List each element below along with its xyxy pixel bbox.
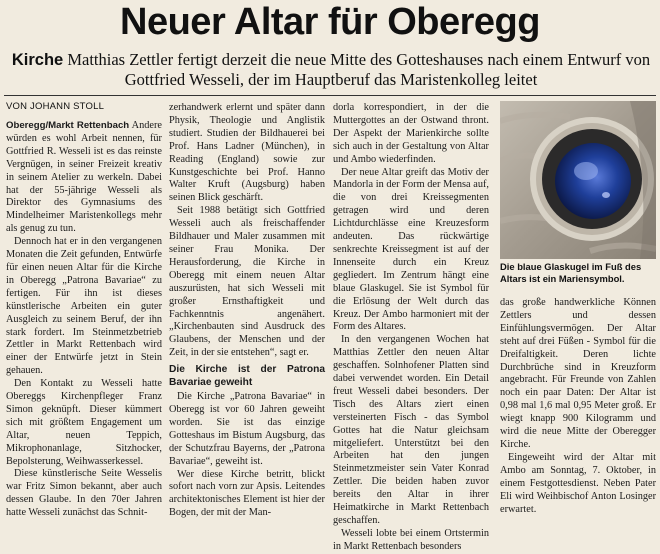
dateline: Oberegg/Markt Rettenbach <box>6 120 130 131</box>
paragraph: Seit 1988 betätigt sich Gottfried Wesseli auch als freischaffender Bildhauer und Maler zusammen mit seiner Frau Monika. Der Herausforderung, die Kirche in Oberegg mit einem neuen Altar auszurüsten, hat sich Wesseli mit großer Ernsthaftigkeit und Fachkenntnis angenähert. „Kirchenbauten sind Ausdruck des Glaubens, der Menschen und der Zeit, in der sie entstehen“, sagt er. <box>169 205 325 359</box>
byline: VON JOHANN STOLL <box>6 101 105 112</box>
subhead-text: Matthias Zettler fertigt derzeit die neue Mitte des Gotteshauses nach einem Entwurf von Gottfried Wesseli, der im Hauptberuf das Maristenkolleg leitet <box>67 50 651 89</box>
paragraph: Diese künstlerische Seite Wesselis war Fritz Simon bekannt, aber auch dessen Glaube. In den 70er Jahren hatte Wesseli zunächst das Schnit- <box>6 468 162 519</box>
paragraph <box>6 120 162 236</box>
divider <box>4 95 656 96</box>
photo-caption: Die blaue Glaskugel im Fuß des Altars ist ein Mariensymbol. <box>500 261 642 284</box>
article-column-4 <box>500 297 656 516</box>
altar-glass-sphere-image <box>500 101 656 259</box>
paragraph: Dennoch hat er in den vergangenen Monaten die Zeit gefunden, Entwürfe für einen neuen Altar für die Kirche in Oberegg „Patrona Bavariae“ zu fertigen. Für ihn ist dieses künstlerische Arbeiten ein guter Ausgleich zu seinem Beruf, der ihn stark fordert. Im Steinmetzbetrieb Zettler in Markt Rettenbach wird einer der Entwürfe jetzt in Stein gehauen. <box>6 236 162 377</box>
paragraph: Der neue Altar greift das Motiv der Mandorla in der Form der Mensa auf, die von drei Kreissegmenten getragen wird und deren Lichtdurchlässe eine Kreuzesform andeuten. Das rückwärtige senkrechte Kreissegment ist auf der Innenseite durch ein Kreuz gegliedert. Im Zentrum hängt eine blaue Glaskugel. Sie ist Symbol für die Erlösung der Welt durch das Kreuz. Der Ambo harmoniert mit der Form des Altares. <box>333 166 489 333</box>
paragraph: zerhandwerk erlernt und später dann Physik, Theologie und Anglistik studiert. Studien der Bildhauerei bei Prof. Hans Ladner (München), in Reading (England) sowie zur Kunstgeschichte bei Prof. Hanno Walter Kruft (Augsburg) haben seinen Blick geschärft. <box>169 102 325 204</box>
headline: Neuer Altar für Oberegg <box>120 1 540 43</box>
paragraph: das große handwerkliche Können Zettlers und dessen Einfühlungsvermögen. Der Altar steht auf drei Füßen - Symbol für die Dreifaltigkeit. Deren lichte Durchbrüche sind in Kreuzform angebracht. Für Freunde von Zahlen noch ein paar Daten: Der Altar ist 0,98 mal 1,6 mal 0,95 Meter groß. Er wiegt knapp 900 Kilogramm und wird die neue Mitte der Oberegger Kirche. <box>500 297 656 450</box>
article-column-1 <box>6 120 162 520</box>
article-column-3 <box>333 102 489 554</box>
paragraph: Eingeweiht wird der Altar mit Ambo am Sonntag, 7. Oktober, in einem Festgottesdienst. Neben Pater Eli wird Weihbischof Anton Losinger erwartet. <box>500 451 656 515</box>
paragraph-text: Andere würden es wohl Arbeit nennen, für Gottfried R. Wesseli ist es das reinste Vergnügen, in seiner Freizeit kreativ in seinem Atelier zu werkeln. Dabei hat der 55-jährige Wesseli als Direktor des Gymnasiums des Mindelheimer Maristenkollegs mehr als genug zu tun. <box>6 120 162 235</box>
kicker: Kirche <box>11 51 64 69</box>
section-subheading: Die Kirche ist der Patrona Bavariae geweiht <box>169 364 325 388</box>
paragraph: dorla korrespondiert, in der die Muttergottes an der Ostwand thront. Der Aspekt der Marienkirche sollte sich auch in der Gestaltung von Altar und Ambo wiederfinden. <box>333 102 489 165</box>
subheadline <box>6 50 656 89</box>
paragraph: Den Kontakt zu Wesseli hatte Obereggs Kirchenpfleger Franz Simon geknüpft. Dieser kümmert sich mit größtem Engagement um Altar, neuen Teppich, Mikrophonanlage, Sitzhocker, Bepolsterung, Weihwasserkessel. <box>6 378 162 467</box>
altar-photo <box>500 101 656 259</box>
article-column-2 <box>169 102 325 520</box>
paragraph: In den vergangenen Wochen hat Matthias Zettler den neuen Altar geschaffen. Solnhofener Platten sind dabei verwendet worden. Ein Detail freut Wesseli dabei besonders. Der Tisch des Altars ziert einen versteinerten Fisch - das Symbol Gottes hat die Natur gleichsam mitgeliefert. Unterstützt bei den Arbeiten hat den jungen Steinmetzmeister sein Vater Konrad Zettler. Die beiden haben zuvor bereits den Altar in ihrer Heimatkirche in Markt Rettenbach geschaffen. <box>333 334 489 526</box>
paragraph: Wer diese Kirche betritt, blickt sofort nach vorn zur Apsis. Leitendes architektonisches Element ist hier der Bogen, der mit der Man- <box>169 468 325 519</box>
paragraph: Wesseli lobte bei einem Ortstermin in Markt Rettenbach besonders <box>333 527 489 552</box>
paragraph: Die Kirche „Patrona Bavariae“ in Oberegg ist vor 60 Jahren geweiht worden. Sie ist das einzige Gotteshaus im Bistum Augsburg, das der Schutzfrau Bayerns, der „Patrona Bavariae“, geweiht ist. <box>169 391 325 467</box>
